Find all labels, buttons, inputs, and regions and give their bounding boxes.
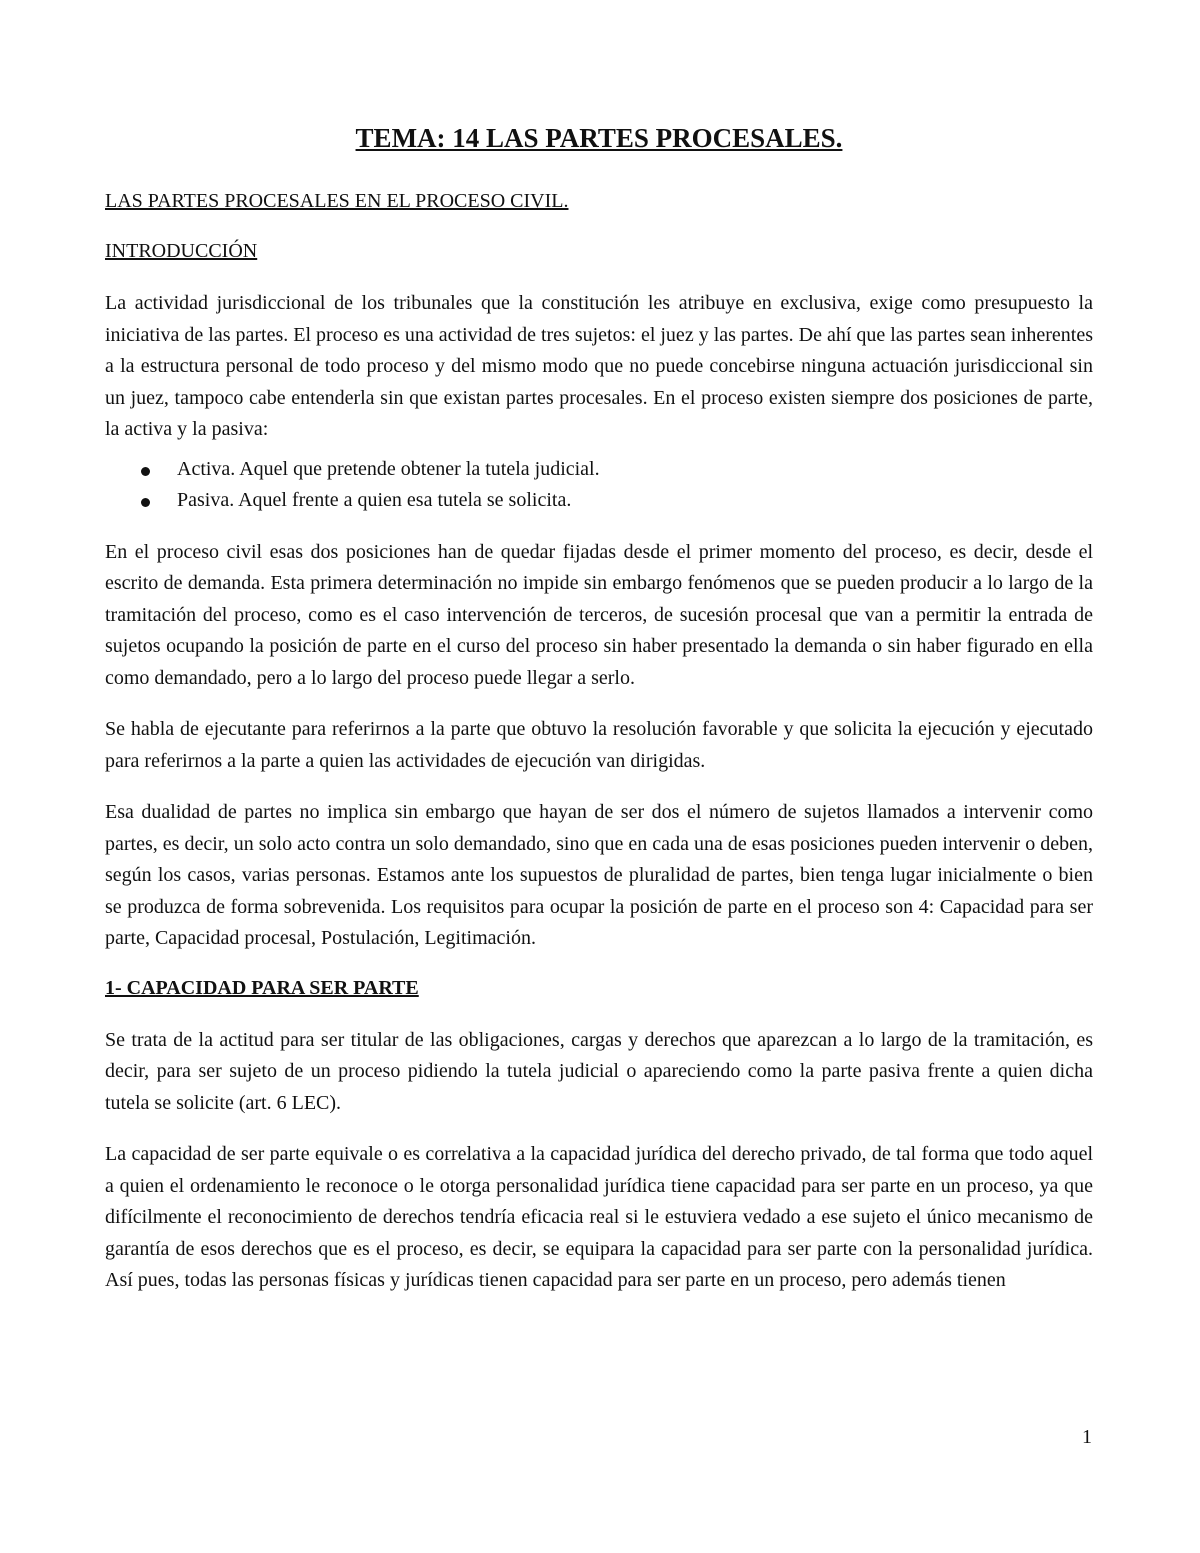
intro-heading: INTRODUCCIÓN [105, 240, 258, 263]
list-item [105, 485, 1093, 517]
paragraph: Se trata de la actitud para ser titular de las obligaciones, cargas y derechos que aparezcan a lo largo de la tramitación, es decir, para ser sujeto de un proceso pidiendo la tutela judicial o apareciendo como la parte pasiva frente a quien dicha tutela se solicite (art. 6 LEC). [105, 1028, 1093, 1114]
paragraph: La capacidad de ser parte equivale o es correlativa a la capacidad jurídica del derecho privado, de tal forma que todo aquel a quien el ordenamiento le reconoce o le otorga personalidad jurídica tiene capacidad para ser parte en un proceso, ya que difícilmente el reconocimiento de derechos tendría eficacia real si le estuviera vedado a ese sujeto el único mecanismo de garantía de esos derechos que es el proceso, es decir, se equipara la capacidad para ser parte con la personalidad jurídica. Así pues, todas las personas físicas y jurídicas tienen capacidad para ser parte en un proceso, pero además tienen [105, 1143, 1093, 1292]
document-body [105, 122, 1093, 1317]
paragraph: Se habla de ejecutante para referirnos a la parte que obtuvo la resolución favorable y que solicita la ejecución y ejecutado para referirnos a la parte a quien las actividades de ejecución van dirigidas. [105, 718, 1093, 772]
bullet-list [105, 454, 1093, 517]
page-number: 1 [1082, 1426, 1092, 1448]
list-item-text: Pasiva. Aquel frente a quien esa tutela se solicita. [177, 489, 572, 512]
section-heading: 1- CAPACIDAD PARA SER PARTE [105, 976, 419, 999]
document-title: TEMA: 14 LAS PARTES PROCESALES. [355, 123, 843, 153]
paragraph: En el proceso civil esas dos posiciones han de quedar fijadas desde el primer momento del proceso, es decir, desde el escrito de demanda. Esta primera determinación no impide sin embargo fenómenos que se pueden producir a lo largo de la tramitación del proceso, como es el caso intervención de terceros, de sucesión procesal que van a permitir la entrada de sujetos ocupando la posición de parte en el curso del proceso sin haber presentado la demanda o sin haber figurado en ella como demandado, pero a lo largo del proceso puede llegar a serlo. [105, 540, 1093, 689]
list-item [105, 454, 1093, 486]
list-item-text: Activa. Aquel que pretende obtener la tutela judicial. [177, 457, 600, 480]
subtitle-heading: LAS PARTES PROCESALES EN EL PROCESO CIVIL. [105, 190, 569, 213]
bullet-icon [141, 498, 150, 507]
bullet-icon [141, 467, 150, 476]
paragraph: La actividad jurisdiccional de los tribunales que la constitución les atribuye en exclusiva, exige como presupuesto la iniciativa de las partes. El proceso es una actividad de tres sujetos: el juez y las partes. De ahí que las partes sean inherentes a la estructura personal de todo proceso y del mismo modo que no puede concebirse ninguna actuación jurisdiccional sin un juez, tampoco cabe entenderla sin que existan partes procesales. En el proceso existen siempre dos posiciones de parte, la activa y la pasiva: [105, 292, 1093, 441]
paragraph: Esa dualidad de partes no implica sin embargo que hayan de ser dos el número de sujetos llamados a intervenir como partes, es decir, un solo acto contra un solo demandado, sino que en cada una de esas posiciones pueden intervenir o deben, según los casos, varias personas. Estamos ante los supuestos de pluralidad de partes, bien tenga lugar inicialmente o bien se produzca de forma sobrevenida. Los requisitos para ocupar la posición de parte en el proceso son 4: Capacidad para ser parte, Capacidad procesal, Postulación, Legitimación. [105, 801, 1093, 950]
